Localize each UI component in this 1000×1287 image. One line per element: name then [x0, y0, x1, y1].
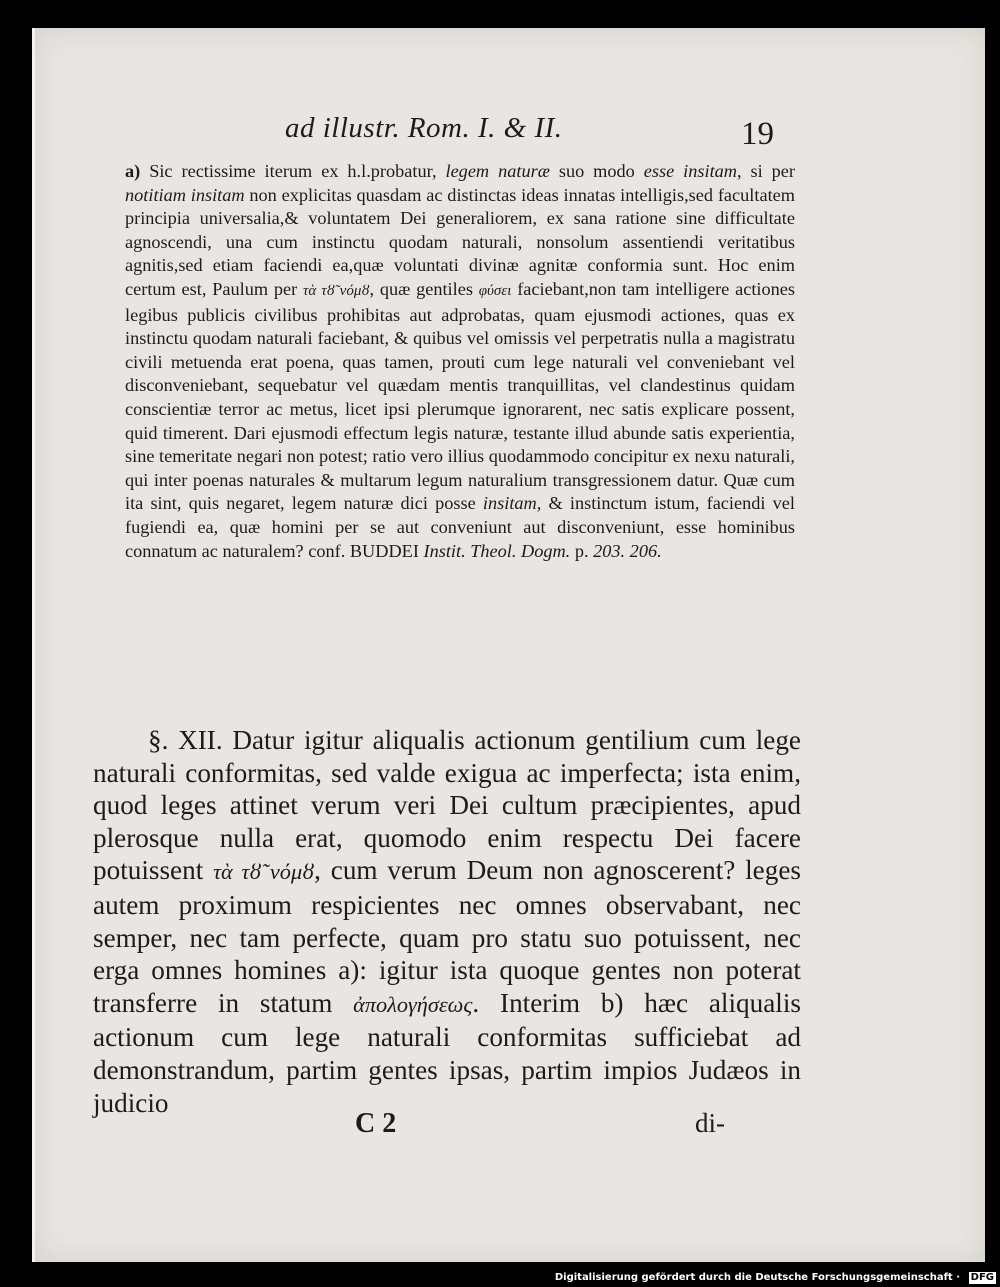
running-head: ad illustr. Rom. I. & II. — [285, 112, 563, 144]
page-number: 19 — [741, 116, 774, 152]
footnote-greek: φύσει — [478, 282, 512, 299]
footnote-citation: Instit. Theol. Dogm. — [423, 540, 571, 561]
footnote-text: Sic rectissime iterum ex h.l.probatur, — [149, 161, 446, 181]
section-greek: ἀπολογήσεως — [353, 991, 473, 1017]
credit-bar — [0, 1270, 1000, 1287]
signature-mark: C 2 — [355, 1108, 397, 1139]
footnote-text: non explicitas quasdam ac distinctas ideas innatas intelligis,sed facultatem principia universalia,& voluntatem Dei generaliorem, ex sana ratione sine difficultate agnoscendi, una cum instinctu quodam naturali, nonsolum assentiendi veritatibus agnitis,sed etiam faciendi ea,quæ voluntati divinæ agnitæ conformia sunt. Hoc enim certum est, Paulum per — [125, 184, 795, 299]
page-header — [35, 110, 985, 160]
footnote-emphasis: legem naturæ — [445, 161, 550, 181]
footnote — [125, 160, 795, 563]
footnote-marker: a) — [125, 161, 141, 181]
catchword: di- — [695, 1108, 725, 1138]
footnote-greek: τὰ τȣ̃ νόμȣ — [303, 282, 370, 299]
section-text: . Interim b) hæc aliqualis actionum cum lege naturali conformitas sufficiebat ad demonstrandum, partim gentes ipsas, partim impios Judæos in judicio — [93, 987, 801, 1118]
footnote-text: , quæ gentiles — [369, 278, 479, 299]
book-page — [32, 28, 985, 1262]
section-text: §. XII. Datur igitur aliqualis actionum gentilium cum lege naturali conformitas, sed valde exigua ac imperfecta; ista enim, quod leges attinet verum veri Dei cultum præcipientes, apud plerosque nulla erat, quomodo enim respectu Dei facere potuissent — [93, 725, 801, 886]
footnote-text: , si per — [737, 161, 796, 181]
dfg-logo: DFG — [970, 1272, 994, 1283]
footnote-emphasis: esse insitam — [643, 161, 738, 181]
footnote-text: faciebant,non tam intelligere actiones legibus publicis civilibus prohibitas aut adprobatas, quam ejusmodi actiones, quas ex instinctu quodam naturali faciebant, & quibus vel omissis vel perpetratis nulla a magistratu civili metuenda erat poena, quas tamen, prouti cum lege naturali vel conveniebant vel disconveniebant, sequebatur vel quædam mentis tranquillitas, vel clandestinus quidam conscientiæ terror ac metus, licet ipsi plerumque ignorarent, nec satis explicare possent, quid timerent. Dari ejusmodi effectum legis naturæ, testante illud abunde satis experientia, sine temeritate negari non potest; ratio vero illius quodammodo concipitur ex nexu naturali, qui inter poenas naturales & multarum legum naturalium transgressionem datur. Quæ cum ita sint, quis negaret, legem naturæ dici posse — [125, 278, 795, 514]
section-paragraph — [93, 724, 801, 1119]
footnote-text: , & instinctum istum, faciendi vel fugiendi ea, quæ homini per se aut conveniunt aut disconveniunt, esse hominibus connatum ac naturalem? conf. BUDDEI — [125, 493, 795, 561]
footnote-text: suo modo — [549, 161, 644, 181]
footnote-emphasis: insitam — [482, 493, 537, 514]
footnote-citation-pages: 203. 206. — [593, 540, 662, 561]
section-text: , cum verum Deum non agnoscerent? leges autem proximum respicientes nec omnes observabant, nec semper, nec tam perfecte, quam pro statu suo potuissent, nec erga omnes homines a): igitur ista quoque gentes non poterat transferre in statum — [93, 855, 801, 1018]
footnote-text: p. — [570, 540, 594, 561]
credit-text: Digitalisierung gefördert durch die Deutsche Forschungsgemeinschaft · — [554, 1272, 960, 1283]
section-greek: τὰ τȣ̃ νόμȣ — [213, 859, 315, 885]
footnote-emphasis: notitiam insitam — [125, 184, 245, 205]
